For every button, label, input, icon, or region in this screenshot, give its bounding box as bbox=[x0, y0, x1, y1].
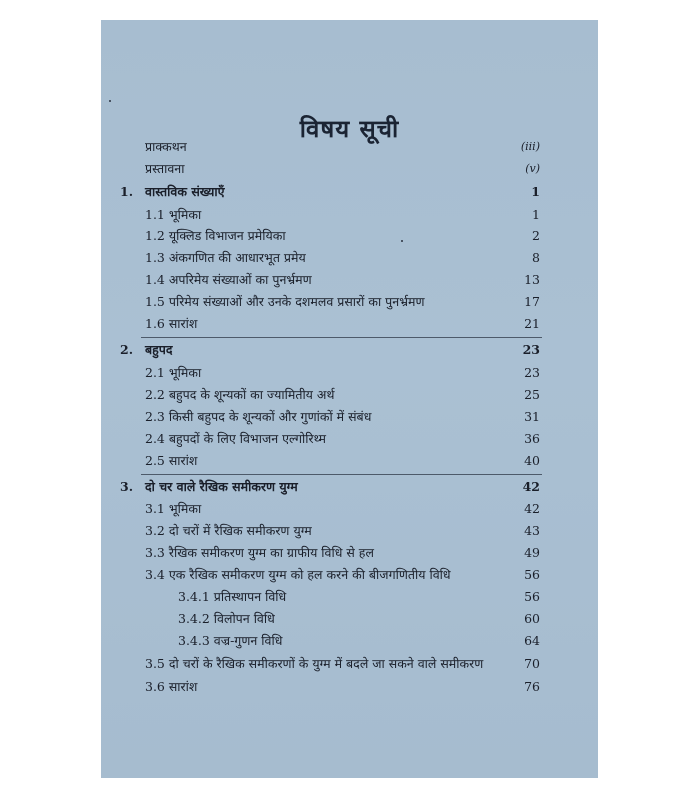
toc-section[interactable] bbox=[101, 564, 598, 586]
toc-page-number: 25 bbox=[524, 387, 540, 402]
toc-label: प्राक्कथन bbox=[145, 139, 187, 154]
section-title: 1.3 अंकगणित की आधारभूत प्रमेय bbox=[145, 250, 306, 265]
section-title: 3.6 सारांश bbox=[145, 679, 198, 694]
chapter-number: 1. bbox=[120, 184, 134, 199]
toc-page-number: 42 bbox=[522, 479, 540, 494]
section-title: 2.4 बहुपदों के लिए विभाजन एल्गोरिथ्म bbox=[145, 431, 326, 446]
toc-section[interactable] bbox=[101, 291, 598, 313]
toc-row-preface[interactable] bbox=[101, 158, 598, 180]
section-title: 3.1 भूमिका bbox=[145, 501, 202, 516]
toc-page-number: 17 bbox=[524, 294, 540, 309]
chapter-title: वास्तविक संख्याएँ bbox=[145, 184, 225, 199]
toc-page-number: (iii) bbox=[520, 140, 540, 153]
subsection-title: 3.4.1 प्रतिस्थापन विधि bbox=[178, 589, 287, 604]
toc-label: प्रस्तावना bbox=[145, 161, 185, 176]
section-divider bbox=[141, 474, 542, 475]
toc-page-number: 13 bbox=[524, 272, 540, 287]
toc-page-number: 49 bbox=[524, 545, 540, 560]
toc-page-number: 23 bbox=[522, 342, 540, 357]
toc-page-number: 76 bbox=[524, 679, 540, 694]
section-title: 1.6 सारांश bbox=[145, 316, 198, 331]
toc-section[interactable] bbox=[101, 450, 598, 472]
toc-page-number: 2 bbox=[532, 228, 540, 243]
chapter-title: दो चर वाले रैखिक समीकरण युग्म bbox=[145, 479, 298, 494]
section-title: 1.2 यूक्लिड विभाजन प्रमेयिका bbox=[145, 228, 286, 243]
section-title: 2.5 सारांश bbox=[145, 453, 198, 468]
page-title: विषय सूची bbox=[299, 114, 400, 143]
toc-page-number: 21 bbox=[524, 316, 540, 331]
section-title: 2.1 भूमिका bbox=[145, 365, 202, 380]
toc-section[interactable] bbox=[101, 362, 598, 384]
toc-section[interactable] bbox=[101, 225, 598, 247]
table-of-contents bbox=[101, 20, 598, 778]
toc-page-number: 40 bbox=[524, 453, 540, 468]
toc-page-number: 60 bbox=[524, 611, 540, 626]
toc-page-number: 70 bbox=[524, 656, 540, 671]
toc-page-number: 56 bbox=[524, 589, 540, 604]
toc-subsection[interactable] bbox=[101, 608, 598, 630]
toc-section[interactable] bbox=[101, 653, 598, 675]
toc-subsection[interactable] bbox=[101, 630, 598, 652]
toc-page-number: 23 bbox=[524, 365, 540, 380]
section-title: 3.3 रैखिक समीकरण युग्म का ग्राफीय विधि से हल bbox=[145, 545, 374, 560]
toc-page-number: 43 bbox=[524, 523, 540, 538]
toc-page-number: 36 bbox=[524, 431, 540, 446]
toc-page-number: 64 bbox=[524, 633, 540, 648]
toc-page-number: 1 bbox=[531, 184, 540, 199]
toc-section[interactable] bbox=[101, 247, 598, 269]
toc-page-number: 31 bbox=[524, 409, 540, 424]
chapter-title: बहुपद bbox=[145, 342, 173, 357]
section-title: 2.2 बहुपद के शून्यकों का ज्यामितीय अर्थ bbox=[145, 387, 335, 402]
toc-chapter-1[interactable] bbox=[101, 181, 598, 203]
section-title: 3.2 दो चरों में रैखिक समीकरण युग्म bbox=[145, 523, 312, 538]
toc-page-number: 42 bbox=[524, 501, 540, 516]
section-title: 3.5 दो चरों के रैखिक समीकरणों के युग्म में बदले जा सकने वाले समीकरण bbox=[145, 656, 484, 671]
book-page bbox=[101, 20, 598, 778]
toc-row-foreword[interactable] bbox=[101, 136, 598, 158]
toc-section[interactable] bbox=[101, 269, 598, 291]
toc-section[interactable] bbox=[101, 498, 598, 520]
toc-section[interactable] bbox=[101, 542, 598, 564]
toc-section[interactable] bbox=[101, 384, 598, 406]
toc-section[interactable] bbox=[101, 406, 598, 428]
section-title: 1.5 परिमेय संख्याओं और उनके दशमलव प्रसारों का पुनर्भ्रमण bbox=[145, 294, 425, 309]
toc-section[interactable] bbox=[101, 520, 598, 542]
toc-section[interactable] bbox=[101, 313, 598, 335]
toc-section[interactable] bbox=[101, 204, 598, 226]
section-title: 1.1 भूमिका bbox=[145, 207, 202, 222]
toc-page-number: 1 bbox=[532, 207, 540, 222]
chapter-number: 2. bbox=[120, 342, 134, 357]
subsection-title: 3.4.3 वज्र-गुणन विधि bbox=[178, 633, 283, 648]
toc-page-number: 56 bbox=[524, 567, 540, 582]
toc-page-number: 8 bbox=[532, 250, 540, 265]
section-title: 2.3 किसी बहुपद के शून्यकों और गुणांकों में संबंध bbox=[145, 409, 372, 424]
toc-subsection[interactable] bbox=[101, 586, 598, 608]
section-title: 1.4 अपरिमेय संख्याओं का पुनर्भ्रमण bbox=[145, 272, 312, 287]
toc-page-number: (v) bbox=[525, 162, 540, 175]
section-divider bbox=[141, 337, 542, 338]
toc-chapter-2[interactable] bbox=[101, 339, 598, 361]
toc-section[interactable] bbox=[101, 428, 598, 450]
section-title: 3.4 एक रैखिक समीकरण युग्म को हल करने की बीजगणितीय विधि bbox=[145, 567, 451, 582]
toc-section[interactable] bbox=[101, 676, 598, 698]
chapter-number: 3. bbox=[120, 479, 134, 494]
subsection-title: 3.4.2 विलोपन विधि bbox=[178, 611, 275, 626]
toc-chapter-3[interactable] bbox=[101, 476, 598, 498]
